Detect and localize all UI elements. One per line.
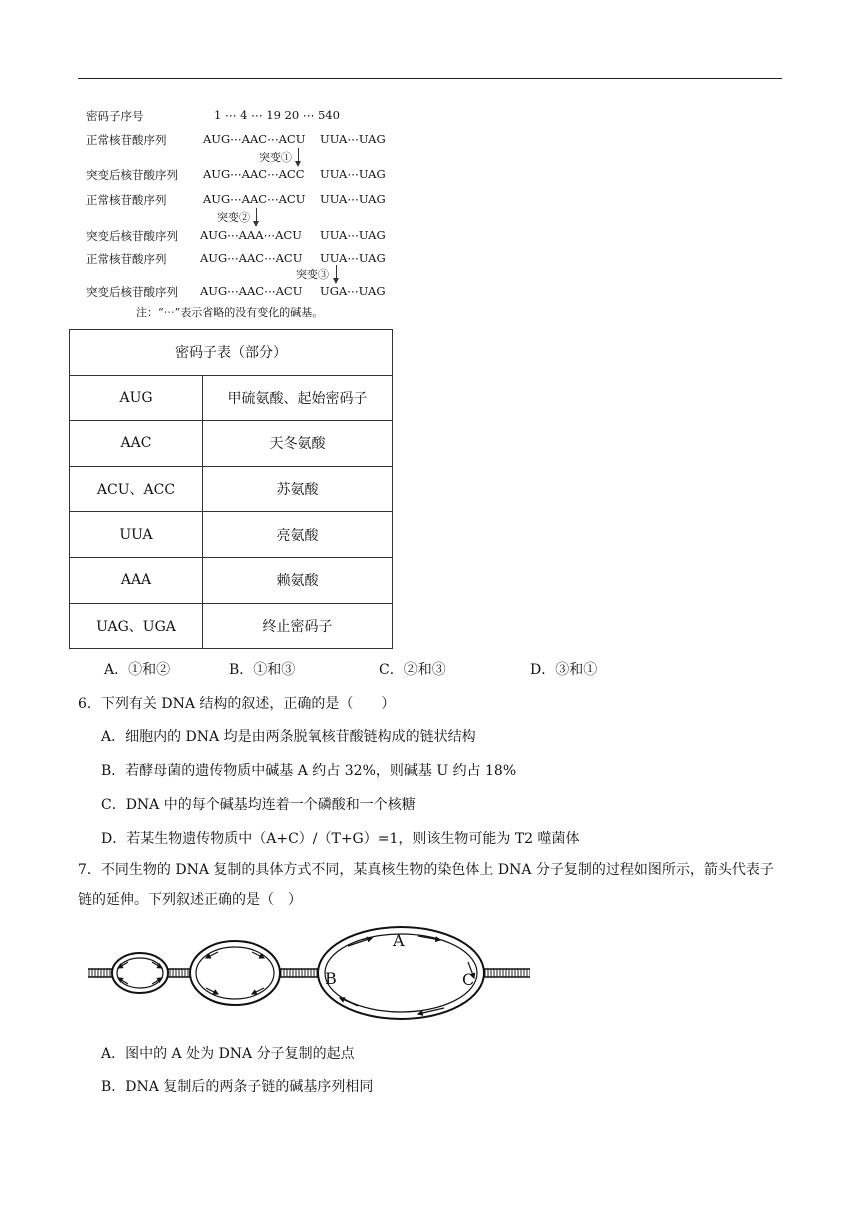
table-row <box>70 603 393 649</box>
q5-option-b[interactable]: B．①和③ <box>229 662 296 678</box>
replication-bubble-small <box>112 953 168 993</box>
dna-replication-diagram <box>88 922 530 1034</box>
meaning-cell: 亮氨酸 <box>203 512 393 558</box>
mutation-2-arrow <box>256 208 257 222</box>
mutation-1-label: 突变① <box>259 151 292 164</box>
q6-option-d[interactable]: D．若某生物遗传物质中（A+C）/（T+G）=1，则该生物可能为 T2 噬菌体 <box>101 831 580 847</box>
sequence-right: UUA⋯UAG <box>320 132 386 146</box>
sequence-left: AUG⋯AAC⋯ACU <box>203 132 306 146</box>
sequence-row-label: 正常核苷酸序列 <box>86 193 167 207</box>
meaning-cell: 苏氨酸 <box>203 466 393 512</box>
q5-option-d[interactable]: D．③和① <box>530 662 598 678</box>
table-row <box>70 375 393 421</box>
header-rule <box>78 78 782 79</box>
meaning-cell: 赖氨酸 <box>203 557 393 603</box>
table-row <box>70 421 393 467</box>
codon-cell: AUG <box>70 375 203 421</box>
mutation-2-label: 突变② <box>217 211 250 224</box>
sequence-row-label: 突变后核苷酸序列 <box>86 285 178 299</box>
table-header-row <box>70 330 393 376</box>
mutation-3-arrow <box>336 265 337 279</box>
sequence-left: AUG⋯AAC⋯ACC <box>203 167 305 181</box>
q6-option-b[interactable]: B．若酵母菌的遗传物质中碱基 A 约占 32%，则碱基 U 约占 18% <box>101 763 517 779</box>
sequence-row-label: 正常核苷酸序列 <box>86 252 167 266</box>
codon-cell: ACU、ACC <box>70 466 203 512</box>
codon-index-values: 1 ⋯ 4 ⋯ 19 20 ⋯ 540 <box>214 108 340 122</box>
sequence-right: UUA⋯UAG <box>320 228 386 242</box>
q6-option-c[interactable]: C．DNA 中的每个碱基均连着一个磷酸和一个核糖 <box>101 797 416 813</box>
label-b: B <box>325 969 337 988</box>
mutation-sequence-figure <box>86 108 406 323</box>
sequence-right: UGA⋯UAG <box>320 284 386 298</box>
sequence-row-label: 突变后核苷酸序列 <box>86 229 178 243</box>
q6-stem: 6．下列有关 DNA 结构的叙述，正确的是（ ） <box>78 696 396 712</box>
codon-cell: AAC <box>70 421 203 467</box>
mutation-1-arrow <box>298 148 299 162</box>
label-a: A <box>393 931 405 950</box>
sequence-left: AUG⋯AAC⋯ACU <box>200 251 303 265</box>
codon-cell: UUA <box>70 512 203 558</box>
codon-table-title: 密码子表（部分） <box>70 330 393 376</box>
q5-options <box>0 659 860 679</box>
sequence-row-label: 突变后核苷酸序列 <box>86 168 178 182</box>
sequence-left: AUG⋯AAA⋯ACU <box>200 228 302 242</box>
q6-option-a[interactable]: A．细胞内的 DNA 均是由两条脱氧核苷酸链构成的链状结构 <box>101 729 476 745</box>
meaning-cell: 天冬氨酸 <box>203 421 393 467</box>
meaning-cell: 终止密码子 <box>203 603 393 649</box>
q7-option-b[interactable]: B．DNA 复制后的两条子链的碱基序列相同 <box>101 1079 374 1095</box>
sequence-row-label: 正常核苷酸序列 <box>86 133 167 147</box>
label-c: C <box>462 970 475 989</box>
table-row <box>70 557 393 603</box>
mutation-3-label: 突变③ <box>296 268 329 281</box>
q7-option-a[interactable]: A．图中的 A 处为 DNA 分子复制的起点 <box>101 1046 355 1062</box>
codon-table <box>69 329 393 649</box>
codon-cell: AAA <box>70 557 203 603</box>
table-row <box>70 466 393 512</box>
sequence-right: UUA⋯UAG <box>320 167 386 181</box>
codon-index-label: 密码子序号 <box>86 109 144 123</box>
sequence-right: UUA⋯UAG <box>320 251 386 265</box>
table-row <box>70 512 393 558</box>
q7-stem: 7．不同生物的 DNA 复制的具体方式不同，某真核生物的染色体上 DNA 分子复制的过程如图所示，箭头代表子链的延伸。下列叙述正确的是（ ） <box>78 862 774 908</box>
replication-bubble-medium <box>190 941 280 1005</box>
q5-option-a[interactable]: A．①和② <box>104 662 171 678</box>
meaning-cell: 甲硫氨酸、起始密码子 <box>203 375 393 421</box>
codon-cell: UAG、UGA <box>70 603 203 649</box>
figure-note: 注：“⋯”表示省略的没有变化的碱基。 <box>136 306 324 319</box>
sequence-left: AUG⋯AAC⋯ACU <box>200 284 303 298</box>
sequence-right: UUA⋯UAG <box>320 192 386 206</box>
sequence-left: AUG⋯AAC⋯ACU <box>203 192 306 206</box>
q5-option-c[interactable]: C．②和③ <box>379 662 446 678</box>
